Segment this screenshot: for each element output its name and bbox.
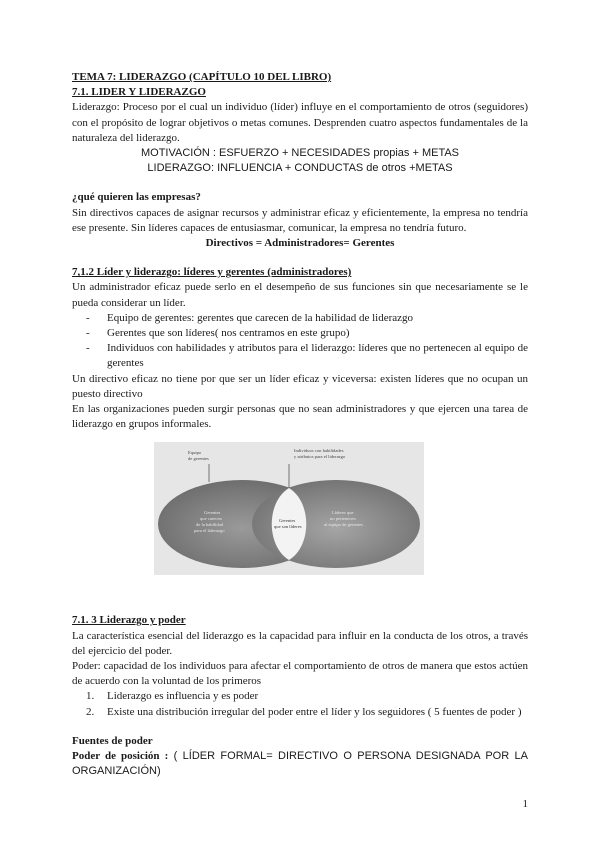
numbered-list-poder xyxy=(72,689,528,719)
label-atributos: y atributos para el liderazgo xyxy=(294,454,346,460)
left-text-4: para el liderazgo xyxy=(194,528,225,534)
center-text-2: que son líderes xyxy=(274,524,302,530)
document-body xyxy=(72,70,528,780)
right-text-3: al equipo de gerentes xyxy=(324,522,363,528)
list-number: 1. xyxy=(86,690,95,703)
list-item xyxy=(86,689,528,704)
section-heading-7-1-2: 7,1.2 Líder y liderazgo: líderes y gerentes (administradores) xyxy=(72,266,352,279)
dash-list-gerentes xyxy=(72,311,528,372)
poder-posicion-text: ( LÍDER FORMAL= DIRECTIVO O PERSONA DESIGNADA POR LA ORGANIZACIÓN) xyxy=(72,750,529,778)
venn-diagram-figure xyxy=(154,442,424,575)
document-title: TEMA 7: LIDERAZGO (CAPÍTULO 10 DEL LIBRO) xyxy=(72,71,332,83)
list-item: - Individuos con habilidades y atributos para el liderazgo: líderes que no pertenecen al equipo de gerentes xyxy=(86,341,528,371)
list-item xyxy=(86,705,528,720)
section-heading-7-1-3: 7.1. 3 Liderazgo y poder xyxy=(72,614,186,627)
left-text-2: que carecen xyxy=(200,516,222,522)
list-number: 2. xyxy=(86,705,95,718)
list-item: - Equipo de gerentes: gerentes que carecen de la habilidad de liderazgo xyxy=(86,311,528,326)
paragraph-administrador: Un administrador eficaz puede serlo en el desempeño de sus funciones sin que necesariamente se le pueda considerar un líder. xyxy=(72,281,528,309)
list-text: Liderazgo es influencia y es poder xyxy=(107,690,259,703)
paragraph-organizaciones: En las organizaciones pueden surgir personas que no sean administradores y que ejercen una tarea de liderazgo en grupos informales. xyxy=(72,403,528,431)
paragraph-liderazgo-definition: Liderazgo: Proceso por el cual un individuo (líder) influye en el comportamiento de otros (seguidores) con el propósito de lograr objetivos o metas comunes. Desprenden cuatro aspectos fundamentales de la naturaleza del liderazgo. xyxy=(72,101,528,144)
right-text-1: Líderes que xyxy=(332,510,354,516)
right-text-2: no pertenecen xyxy=(330,516,356,522)
paragraph-caracteristica: La característica esencial del liderazgo es la capacidad para influir en la conducta de los otros, a través del ejercicio del poder. xyxy=(72,629,528,657)
equation-directivos: Directivos = Administradores= Gerentes xyxy=(205,237,395,250)
section-heading-fuentes: Fuentes de poder xyxy=(72,734,153,747)
paragraph-poder: Poder: capacidad de los individuos para afectar el comportamiento de otros de manera que estos actúen de acuerdo con la voluntad de los primeros xyxy=(72,660,528,688)
paragraph-empresas: Sin directivos capaces de asignar recursos y administrar eficaz y eficientemente, la empresa no tendría ese presente. Sin líderes capaces de entusiasmar, comunicar, la empresa no tendría futuro. xyxy=(72,206,528,234)
left-text-3: de la habilidad xyxy=(196,522,224,528)
paragraph-poder-posicion xyxy=(72,749,528,779)
paragraph-directivo-eficaz: Un directivo eficaz no tiene por que ser un líder eficaz y viceversa: existen líderes que no ocupan un puesto directivo xyxy=(72,372,528,400)
section-heading-7-1: 7.1. LIDER Y LIDERAZGO xyxy=(72,86,206,99)
label-individuos: Individuos con habilidades xyxy=(294,448,344,454)
list-text: Existe una distribución irregular del poder entre el líder y los seguidores ( 5 fuentes de poder ) xyxy=(107,705,522,718)
page-number: 1 xyxy=(522,798,528,810)
poder-posicion-label: Poder de posición : xyxy=(72,750,169,763)
equation-motivacion: MOTIVACIÓN : ESFUERZO + NECESIDADES propias + METAS xyxy=(140,147,460,160)
left-text-1: Gerentes xyxy=(204,510,221,516)
equation-liderazgo: LIDERAZGO: INFLUENCIA + CONDUCTAS de otros +METAS xyxy=(147,162,453,175)
label-de-gerentes: de gerentes xyxy=(188,456,209,462)
section-heading-empresas: ¿qué quieren las empresas? xyxy=(72,191,201,204)
list-item: - Gerentes que son líderes( nos centramos en este grupo) xyxy=(86,326,528,341)
venn-diagram xyxy=(154,442,424,575)
label-equipo: Equipo xyxy=(188,450,202,456)
center-text-1: Gerentes xyxy=(279,518,296,524)
